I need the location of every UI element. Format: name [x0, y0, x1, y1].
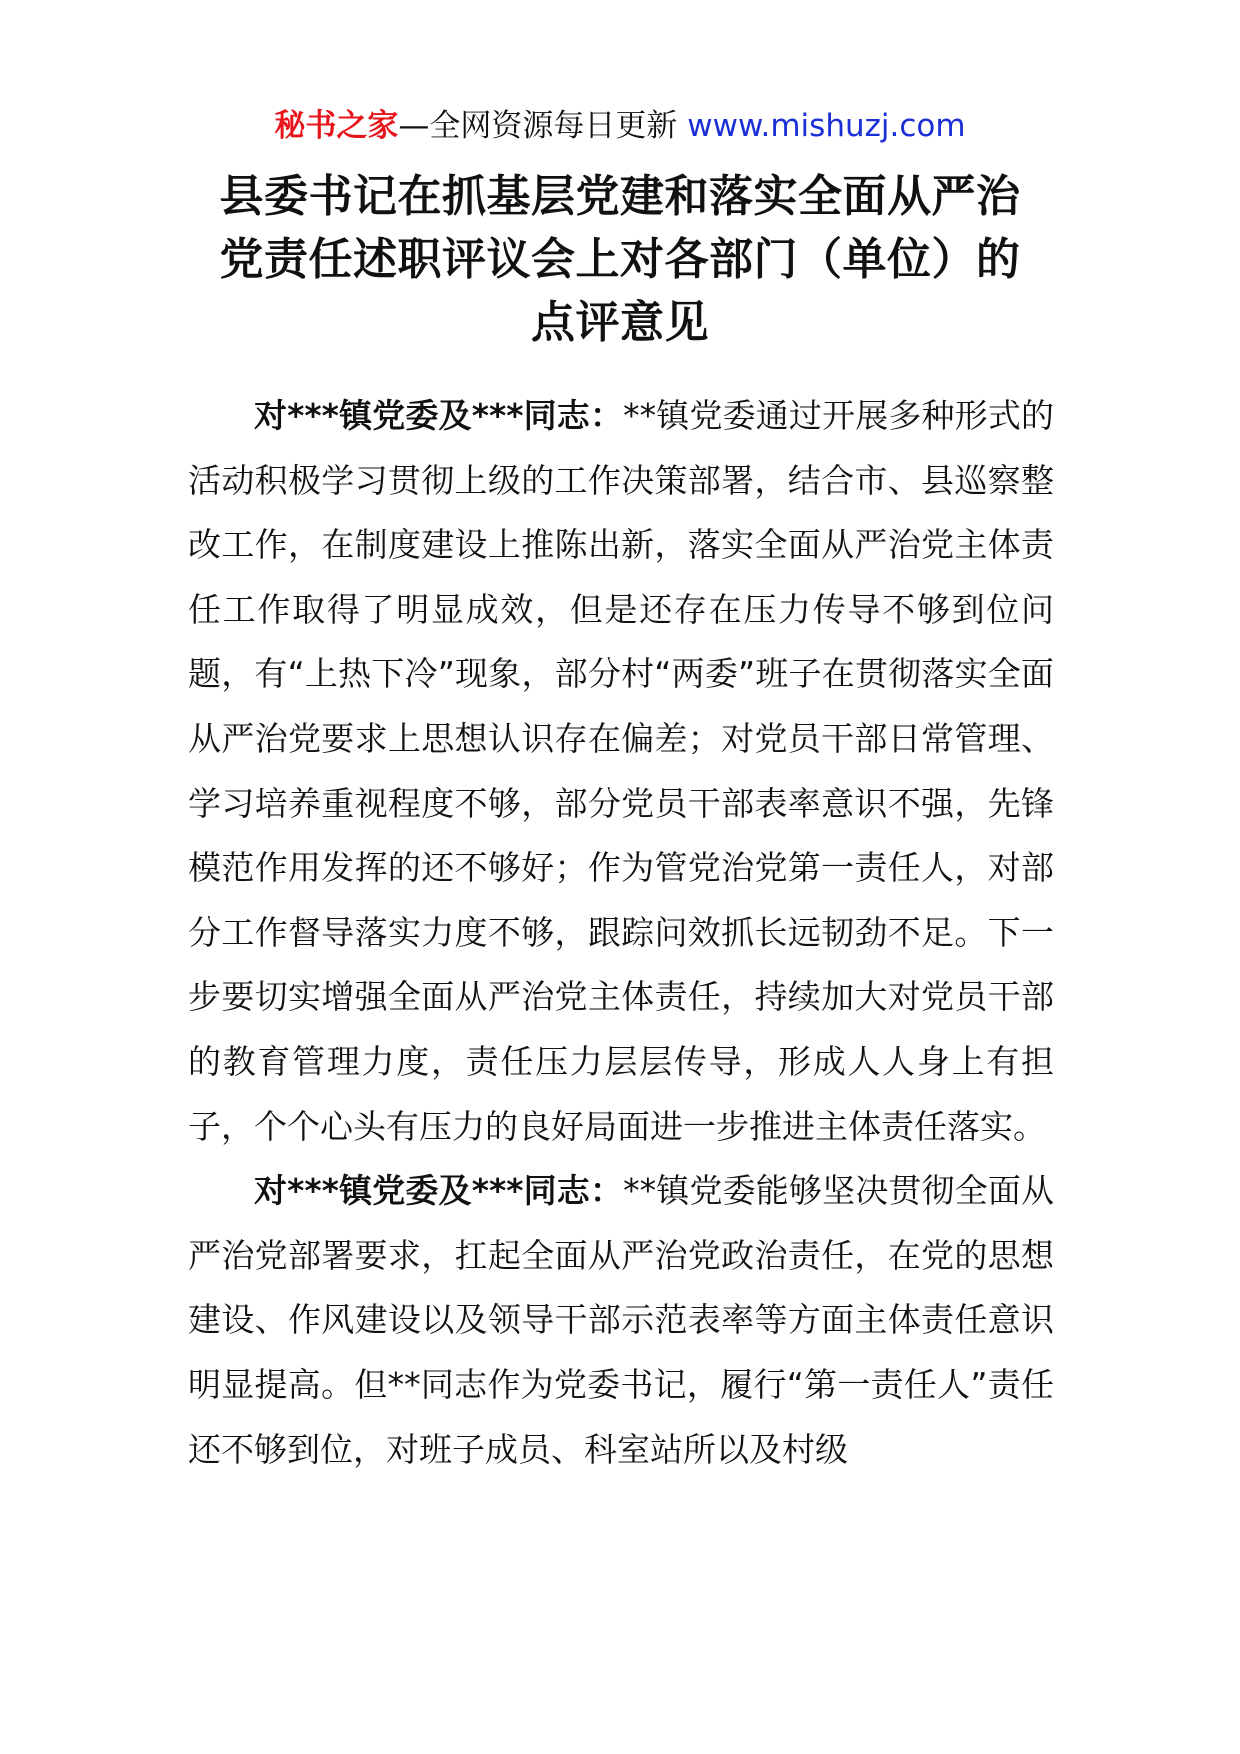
site-header: [0, 104, 1240, 148]
title-line: 县委书记在抓基层党建和落实全面从严治: [219, 171, 1021, 222]
paragraph: [188, 384, 1054, 1159]
site-url-link[interactable]: www.mishuzj.com: [687, 108, 966, 144]
paragraph-lead: 对***镇党委及***同志：: [254, 396, 624, 435]
title-line: 党责任述职评议会上对各部门（单位）的: [219, 234, 1021, 285]
header-slogan: —全网资源每日更新: [398, 108, 678, 144]
document-body: [188, 384, 1054, 1482]
paragraph-text: **镇党委通过开展多种形式的活动积极学习贯彻上级的工作决策部署，结合市、县巡察整改工作，在制度建设上推陈出新，落实全面从严治党主体责任工作取得了明显成效，但是还存在压力传导不够到位问题，有“上热下冷”现象，部分村“两委”班子在贯彻落实全面从严治党要求上思想认识存在偏差；对党员干部日常管理、学习培养重视程度不够，部分党员干部表率意识不强，先锋模范作用发挥的还不够好；作为管党治党第一责任人，对部分工作督导落实力度不够，跟踪问效抓长远韧劲不足。下一步要切实增强全面从严治党主体责任，持续加大对党员干部的教育管理力度，责任压力层层传导，形成人人身上有担子，个个心头有压力的良好局面进一步推进主体责任落实。: [188, 396, 1055, 1146]
paragraph-text: **镇党委能够坚决贯彻全面从严治党部署要求，扛起全面从严治党政治责任，在党的思想建设、作风建设以及领导干部示范表率等方面主体责任意识明显提高。但**同志作为党委书记，履行“第一责任人”责任还不够到位，对班子成员、科室站所以及村级: [188, 1171, 1055, 1469]
paragraph-lead: 对***镇党委及***同志：: [254, 1171, 624, 1211]
title-line: 点评意见: [531, 297, 709, 348]
paragraph: [188, 1159, 1054, 1482]
document-title: [150, 165, 1090, 354]
brand-name: 秘书之家: [274, 108, 399, 144]
